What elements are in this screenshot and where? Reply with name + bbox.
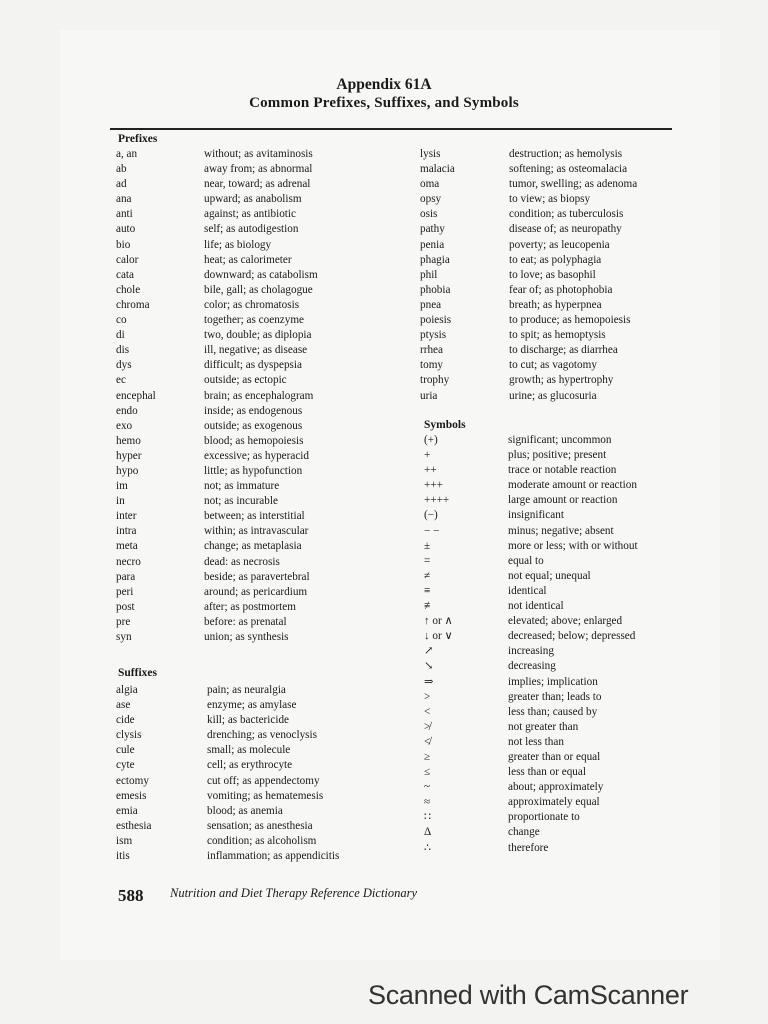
prefix-term: calor [116, 253, 139, 266]
suffix-definition: cut off; as appendectomy [207, 774, 320, 787]
prefix-term: ana [116, 193, 132, 206]
suffix-term: uria [420, 389, 438, 402]
suffix-definition: to cut; as vagotomy [509, 359, 597, 372]
suffix-definition: breath; as hyperpnea [509, 298, 602, 311]
prefix-definition: inside; as endogenous [204, 404, 303, 417]
suffix-definition: inflammation; as appendicitis [207, 850, 340, 863]
symbol-glyph: ∴ [424, 841, 432, 854]
suffix-definition: small; as molecule [207, 744, 291, 757]
symbol-glyph: ≢ [424, 600, 436, 613]
symbol-definition: insignificant [508, 509, 564, 522]
suffix-definition: fear of; as photophobia [509, 283, 613, 296]
symbol-definition: not greater than [508, 720, 579, 733]
prefix-definition: around; as pericardium [204, 585, 308, 598]
suffix-definition: blood; as anemia [207, 804, 283, 817]
symbol-definition: large amount or reaction [508, 494, 618, 507]
symbol-definition: moderate amount or reaction [508, 479, 637, 492]
suffix-definition: sensation; as anesthesia [207, 819, 313, 832]
symbol-definition: greater than or equal [508, 750, 601, 763]
suffix-term: clysis [116, 729, 142, 742]
suffix-definition: to produce; as hemopoiesis [509, 314, 631, 327]
prefix-term: co [116, 314, 127, 327]
suffix-term: cule [116, 744, 135, 757]
symbol-glyph: ≈ [424, 796, 431, 809]
prefix-term: chroma [116, 298, 150, 311]
symbol-glyph: ∷ [424, 811, 432, 824]
symbol-definition: trace or notable reaction [508, 464, 617, 477]
suffix-definition: vomiting; as hematemesis [207, 789, 324, 802]
prefix-definition: dead: as necrosis [204, 555, 280, 568]
symbol-glyph: ~ [424, 781, 431, 794]
book-title: Nutrition and Diet Therapy Reference Dictionary [170, 886, 418, 900]
symbol-definition: therefore [508, 841, 549, 854]
symbol-glyph: ± [424, 539, 431, 552]
symbol-definition: plus; positive; present [508, 449, 607, 462]
prefix-definition: self; as autodigestion [204, 223, 299, 236]
symbol-glyph: ++ [424, 464, 437, 477]
prefix-term: hypo [116, 464, 139, 477]
prefix-definition: together; as coenzyme [204, 314, 305, 327]
prefix-term: encephal [116, 389, 156, 402]
suffix-term: tomy [420, 359, 443, 372]
prefix-term: peri [116, 585, 134, 598]
symbol-glyph: ++++ [424, 494, 450, 507]
prefix-definition: away from; as abnormal [204, 163, 313, 176]
prefix-definition: after; as postmortem [204, 600, 296, 613]
suffix-definition: softening; as osteomalacia [509, 163, 628, 176]
appendix-subtitle: Common Prefixes, Suffixes, and Symbols [249, 95, 519, 111]
symbol-definition: not less than [508, 735, 564, 748]
symbol-glyph: ↑ or ∧ [424, 615, 453, 628]
prefix-definition: brain; as encephalogram [204, 389, 314, 402]
symbol-definition: decreasing [508, 660, 556, 673]
prefix-term: ec [116, 374, 126, 387]
symbols-heading: Symbols [424, 419, 466, 431]
suffix-term: ase [116, 699, 131, 712]
suffix-definition: condition; as alcoholism [207, 834, 317, 847]
symbol-glyph: > [424, 690, 431, 703]
prefix-term: anti [116, 208, 133, 221]
suffix-definition: kill; as bactericide [207, 714, 290, 727]
symbol-glyph: Δ [424, 826, 432, 839]
symbol-glyph: = [424, 554, 431, 567]
symbol-glyph: ↓ or ∨ [424, 630, 453, 643]
prefix-definition: ill, negative; as disease [204, 344, 308, 357]
suffix-term: ectomy [116, 774, 149, 787]
prefix-definition: before: as prenatal [204, 615, 287, 628]
prefix-definition: change; as metaplasia [204, 540, 302, 553]
prefix-definition: without; as avitaminosis [204, 148, 313, 160]
suffix-term: emesis [116, 789, 147, 802]
suffix-definition: poverty; as leucopenia [509, 238, 610, 251]
suffix-definition: to view; as biopsy [509, 193, 591, 206]
prefix-definition: outside; as ectopic [204, 374, 287, 387]
suffix-cont-terms [420, 147, 455, 404]
suffix-cont-definitions [509, 147, 637, 404]
symbol-definition: approximately equal [508, 796, 600, 809]
symbol-definition: about; approximately [508, 781, 604, 794]
prefix-definition: not; as immature [204, 480, 280, 493]
prefix-term: bio [116, 238, 131, 251]
symbol-definition: change [508, 826, 540, 839]
symbol-glyph: ↘ [424, 660, 434, 673]
prefix-term: dys [116, 359, 132, 372]
prefix-term: hemo [116, 434, 141, 447]
symbol-glyph: ≥ [424, 750, 431, 763]
symbol-glyph: (+) [424, 434, 438, 446]
suffixes-heading: Suffixes [118, 667, 157, 679]
suffix-term: ptysis [420, 329, 447, 342]
prefix-term: endo [116, 404, 138, 417]
prefix-term: inter [116, 510, 137, 523]
prefix-term: post [116, 600, 135, 613]
symbol-glyph: ≠ [424, 569, 431, 582]
prefix-definition: difficult; as dyspepsia [204, 359, 302, 372]
prefix-definition: beside; as paravertebral [204, 570, 310, 583]
suffix-term: emia [116, 804, 138, 817]
prefix-term: exo [116, 419, 133, 432]
prefix-term: para [116, 570, 136, 583]
prefixes-heading: Prefixes [118, 133, 158, 145]
symbol-definition: less than or equal [508, 766, 586, 779]
suffix-term: ism [116, 834, 133, 847]
prefix-definitions [204, 147, 318, 645]
prefix-definition: within; as intravascular [204, 525, 309, 538]
suffix-term: lysis [420, 148, 441, 160]
prefix-term: chole [116, 283, 141, 296]
symbol-definitions [508, 433, 638, 856]
header-rule [110, 128, 672, 130]
prefix-term: pre [116, 615, 131, 628]
prefix-term: cata [116, 268, 135, 281]
suffix-definition: condition; as tuberculosis [509, 208, 624, 221]
prefix-term: a, an [116, 148, 138, 160]
prefix-definition: two, double; as diplopia [204, 329, 312, 342]
appendix-title: Appendix 61A [336, 76, 432, 93]
suffix-term: poiesis [420, 314, 452, 327]
suffix-term: cide [116, 714, 135, 727]
suffix-definition: to spit; as hemoptysis [509, 329, 606, 342]
suffix-term: esthesia [116, 819, 152, 832]
prefix-term: meta [116, 540, 138, 553]
symbol-definition: proportionate to [508, 811, 580, 824]
symbol-definition: minus; negative; absent [508, 524, 614, 537]
symbol-glyph: ↗ [424, 645, 434, 658]
prefix-terms [116, 147, 156, 645]
suffix-definition: urine; as glucosuria [509, 389, 597, 402]
prefix-definition: life; as biology [204, 238, 272, 251]
suffix-definition: growth; as hypertrophy [509, 374, 614, 387]
suffix-term: oma [420, 178, 440, 191]
symbol-glyph: ≮ [424, 735, 431, 748]
prefix-definition: bile, gall; as cholagogue [204, 283, 313, 296]
symbol-glyph: +++ [424, 479, 443, 492]
suffix-term: phobia [420, 283, 451, 296]
symbol-glyph: ≡ [424, 584, 431, 597]
prefix-definition: near, toward; as adrenal [204, 178, 311, 191]
prefix-definition: upward; as anabolism [204, 193, 302, 206]
prefix-definition: blood; as hemopoiesis [204, 434, 304, 447]
suffix-term: phagia [420, 253, 450, 266]
prefix-definition: color; as chromatosis [204, 298, 300, 311]
suffix-term: trophy [420, 374, 450, 387]
symbol-glyph: (−) [424, 509, 438, 522]
suffix-term: phil [420, 268, 438, 281]
prefix-definition: between; as interstitial [204, 510, 305, 523]
prefix-definition: outside; as exogenous [204, 419, 303, 432]
suffix-definition: destruction; as hemolysis [509, 148, 623, 160]
suffix-definition: tumor, swelling; as adenoma [509, 178, 638, 191]
symbol-definition: elevated; above; enlarged [508, 615, 623, 628]
suffix-term: pathy [420, 223, 445, 236]
suffix-terms [116, 683, 151, 864]
prefix-term: ad [116, 178, 127, 191]
suffix-definition: pain; as neuralgia [207, 684, 286, 696]
prefix-term: intra [116, 525, 137, 538]
suffix-term: algia [116, 684, 138, 696]
symbol-definition: decreased; below; depressed [508, 630, 636, 643]
prefix-term: ab [116, 163, 127, 176]
prefix-definition: not; as incurable [204, 495, 278, 508]
suffix-definition: disease of; as neuropathy [509, 223, 622, 236]
prefix-term: necro [116, 555, 141, 568]
suffix-term: cyte [116, 759, 135, 772]
suffix-definition: drenching; as venoclysis [207, 729, 317, 742]
symbol-definition: implies; implication [508, 675, 598, 688]
prefix-term: dis [116, 344, 130, 357]
suffix-definition: cell; as erythrocyte [207, 759, 293, 772]
prefix-term: di [116, 329, 125, 342]
suffix-term: pnea [420, 298, 442, 311]
prefix-definition: against; as antibiotic [204, 208, 296, 221]
symbol-definition: not equal; unequal [508, 569, 591, 582]
suffix-term: opsy [420, 193, 442, 206]
prefix-definition: union; as synthesis [204, 631, 289, 643]
suffix-term: itis [116, 850, 130, 863]
symbol-definition: increasing [508, 645, 554, 658]
symbol-definition: not identical [508, 600, 564, 613]
symbol-definition: less than; caused by [508, 705, 598, 718]
symbol-definition: identical [508, 584, 547, 597]
symbol-glyph: ≯ [424, 720, 431, 733]
suffix-definitions [207, 683, 339, 864]
symbol-definition: equal to [508, 554, 544, 567]
prefix-definition: downward; as catabolism [204, 268, 318, 281]
symbol-glyph: ⇒ [424, 675, 434, 688]
suffix-definition: to love; as basophil [509, 268, 596, 281]
suffix-definition: to discharge; as diarrhea [509, 344, 618, 357]
symbol-glyph: + [424, 449, 431, 462]
suffix-term: malacia [420, 163, 455, 176]
symbol-glyph: < [424, 705, 431, 718]
prefix-term: syn [116, 631, 132, 643]
prefix-definition: little; as hypofunction [204, 464, 303, 477]
symbol-definition: greater than; leads to [508, 690, 602, 703]
prefix-term: in [116, 495, 125, 508]
prefix-definition: heat; as calorimeter [204, 253, 292, 266]
camscanner-watermark: Scanned with CamScanner [368, 980, 689, 1010]
prefix-term: hyper [116, 449, 142, 462]
suffix-term: rrhea [420, 344, 443, 357]
prefix-definition: excessive; as hyperacid [204, 449, 309, 462]
symbol-glyph: ≤ [424, 766, 431, 779]
page-number: 588 [118, 886, 144, 905]
suffix-definition: enzyme; as amylase [207, 699, 297, 712]
symbol-glyph: − − [424, 524, 440, 537]
symbol-definition: more or less; with or without [508, 539, 638, 552]
suffix-term: penia [420, 238, 445, 251]
prefix-term: im [116, 480, 128, 493]
prefix-term: auto [116, 223, 136, 236]
symbol-glyphs [424, 433, 453, 856]
symbol-definition: significant; uncommon [508, 434, 612, 446]
suffix-term: osis [420, 208, 438, 221]
suffix-definition: to eat; as polyphagia [509, 253, 602, 266]
